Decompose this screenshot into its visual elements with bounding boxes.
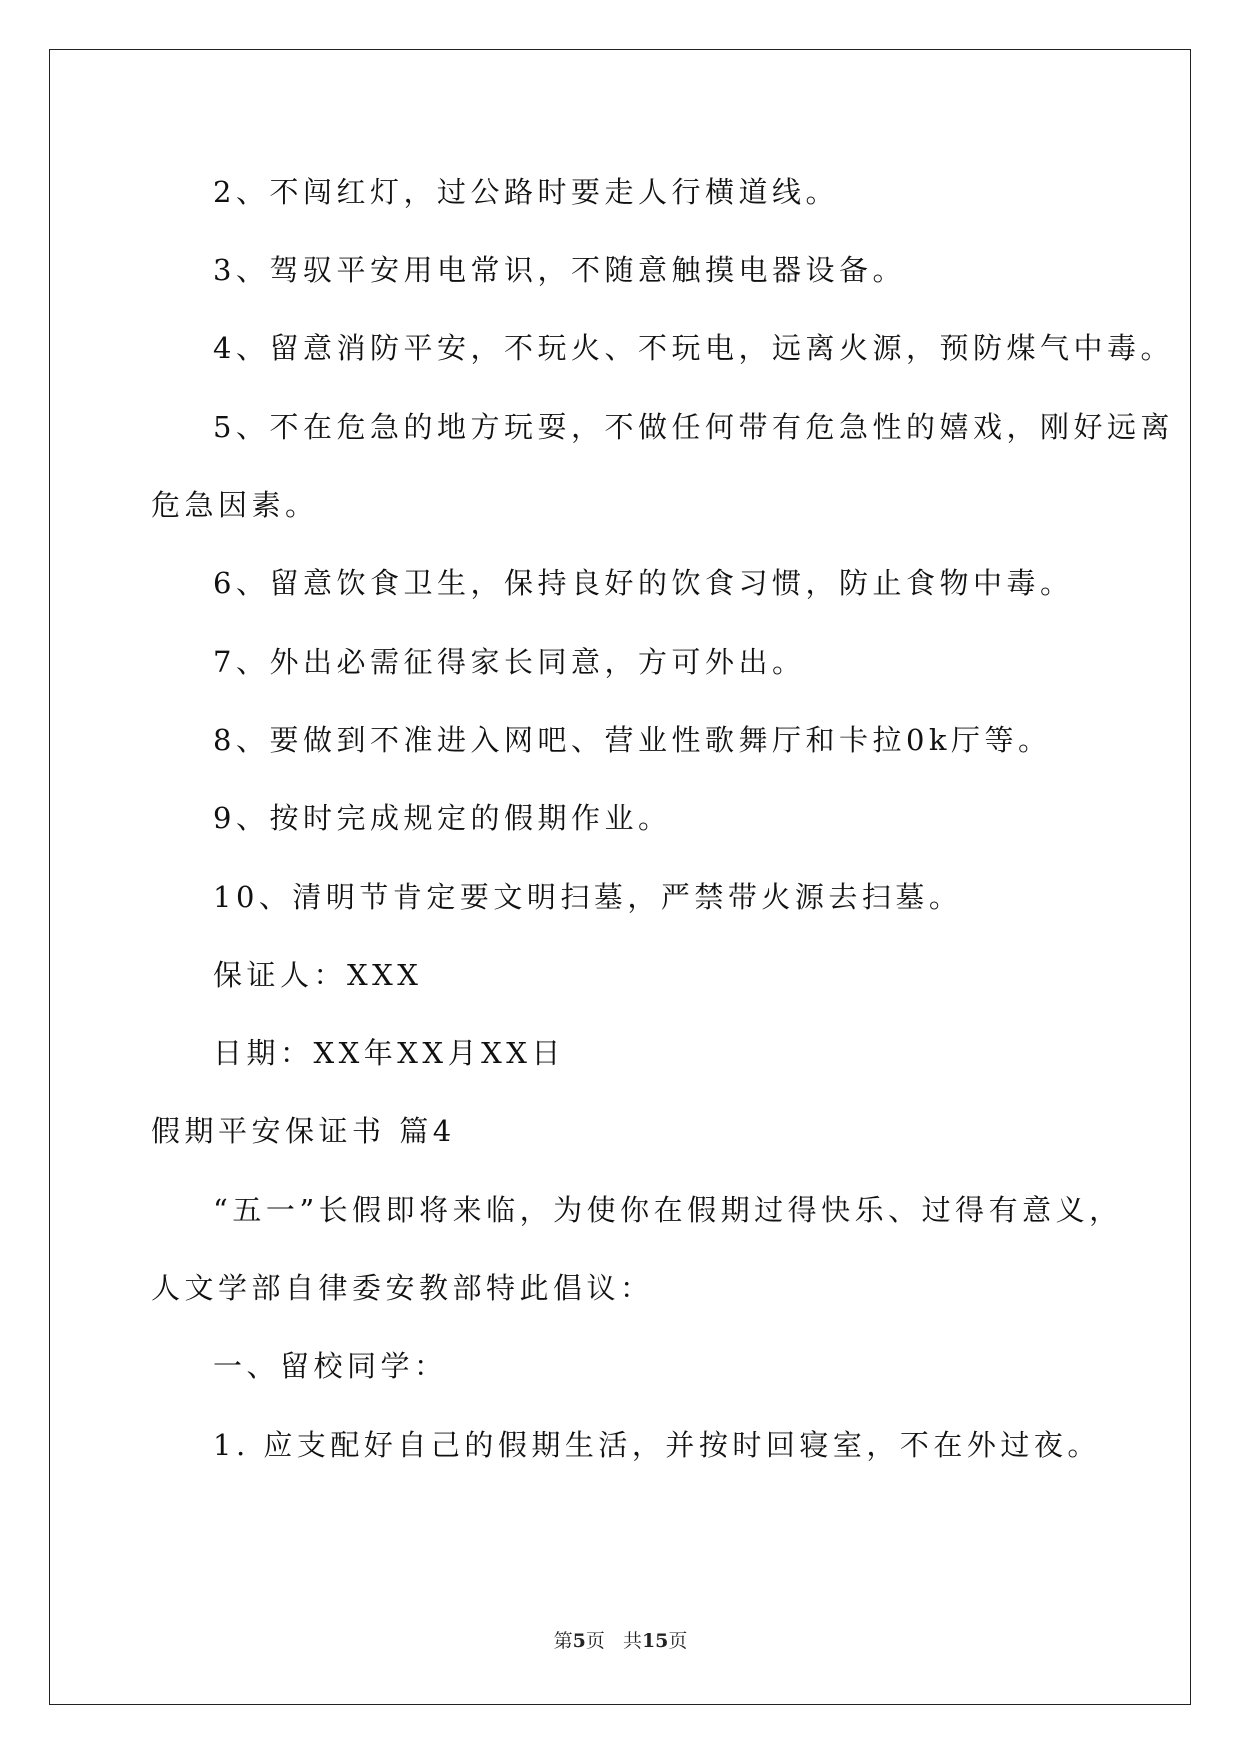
paragraph-item-9: 9、按时完成规定的假期作业。 — [213, 801, 672, 835]
guarantor-line: 保证人：XXX — [213, 958, 423, 992]
paragraph-item-8: 8、要做到不准进入网吧、营业性歌舞厅和卡拉0k厅等。 — [213, 723, 1052, 757]
intro-paragraph: “五一”长假即将来临，为使你在假期过得快乐、过得有意义， — [213, 1193, 1123, 1227]
paragraph-item-2: 2、不闯红灯，过公路时要走人行横道线。 — [213, 175, 839, 209]
subsection-heading: 一、留校同学： — [213, 1349, 448, 1383]
paragraph-item-3: 3、驾驭平安用电常识，不随意触摸电器设备。 — [213, 253, 906, 287]
total-page-count: 15 — [641, 1630, 669, 1652]
date-line: 日期：XX年XX月XX日 — [213, 1036, 565, 1070]
paragraph-item-10: 10、清明节肯定要文明扫墓，严禁带火源去扫墓。 — [213, 880, 963, 914]
footer-mid: 页 共 — [585, 1630, 642, 1652]
paragraph-item-7: 7、外出必需征得家长同意，方可外出。 — [213, 645, 806, 679]
paragraph-item-5: 5、不在危急的地方玩耍，不做任何带有危急性的嬉戏，刚好远离 — [213, 410, 1174, 444]
rule-item-1: 1. 应支配好自己的假期生活，并按时回寝室，不在外过夜。 — [213, 1428, 1101, 1462]
page-footer — [0, 1626, 1241, 1653]
current-page-number: 5 — [572, 1630, 586, 1652]
section-heading: 假期平安保证书 篇4 — [151, 1114, 456, 1148]
paragraph-item-6: 6、留意饮食卫生，保持良好的饮食习惯，防止食物中毒。 — [213, 566, 1074, 600]
footer-prefix: 第 — [553, 1630, 573, 1652]
paragraph-item-5-continued: 危急因素。 — [151, 488, 319, 522]
intro-paragraph-continued: 人文学部自律委安教部特此倡议： — [151, 1271, 654, 1305]
footer-suffix: 页 — [668, 1630, 688, 1652]
paragraph-item-4: 4、留意消防平安，不玩火、不玩电，远离火源，预防煤气中毒。 — [213, 331, 1174, 365]
